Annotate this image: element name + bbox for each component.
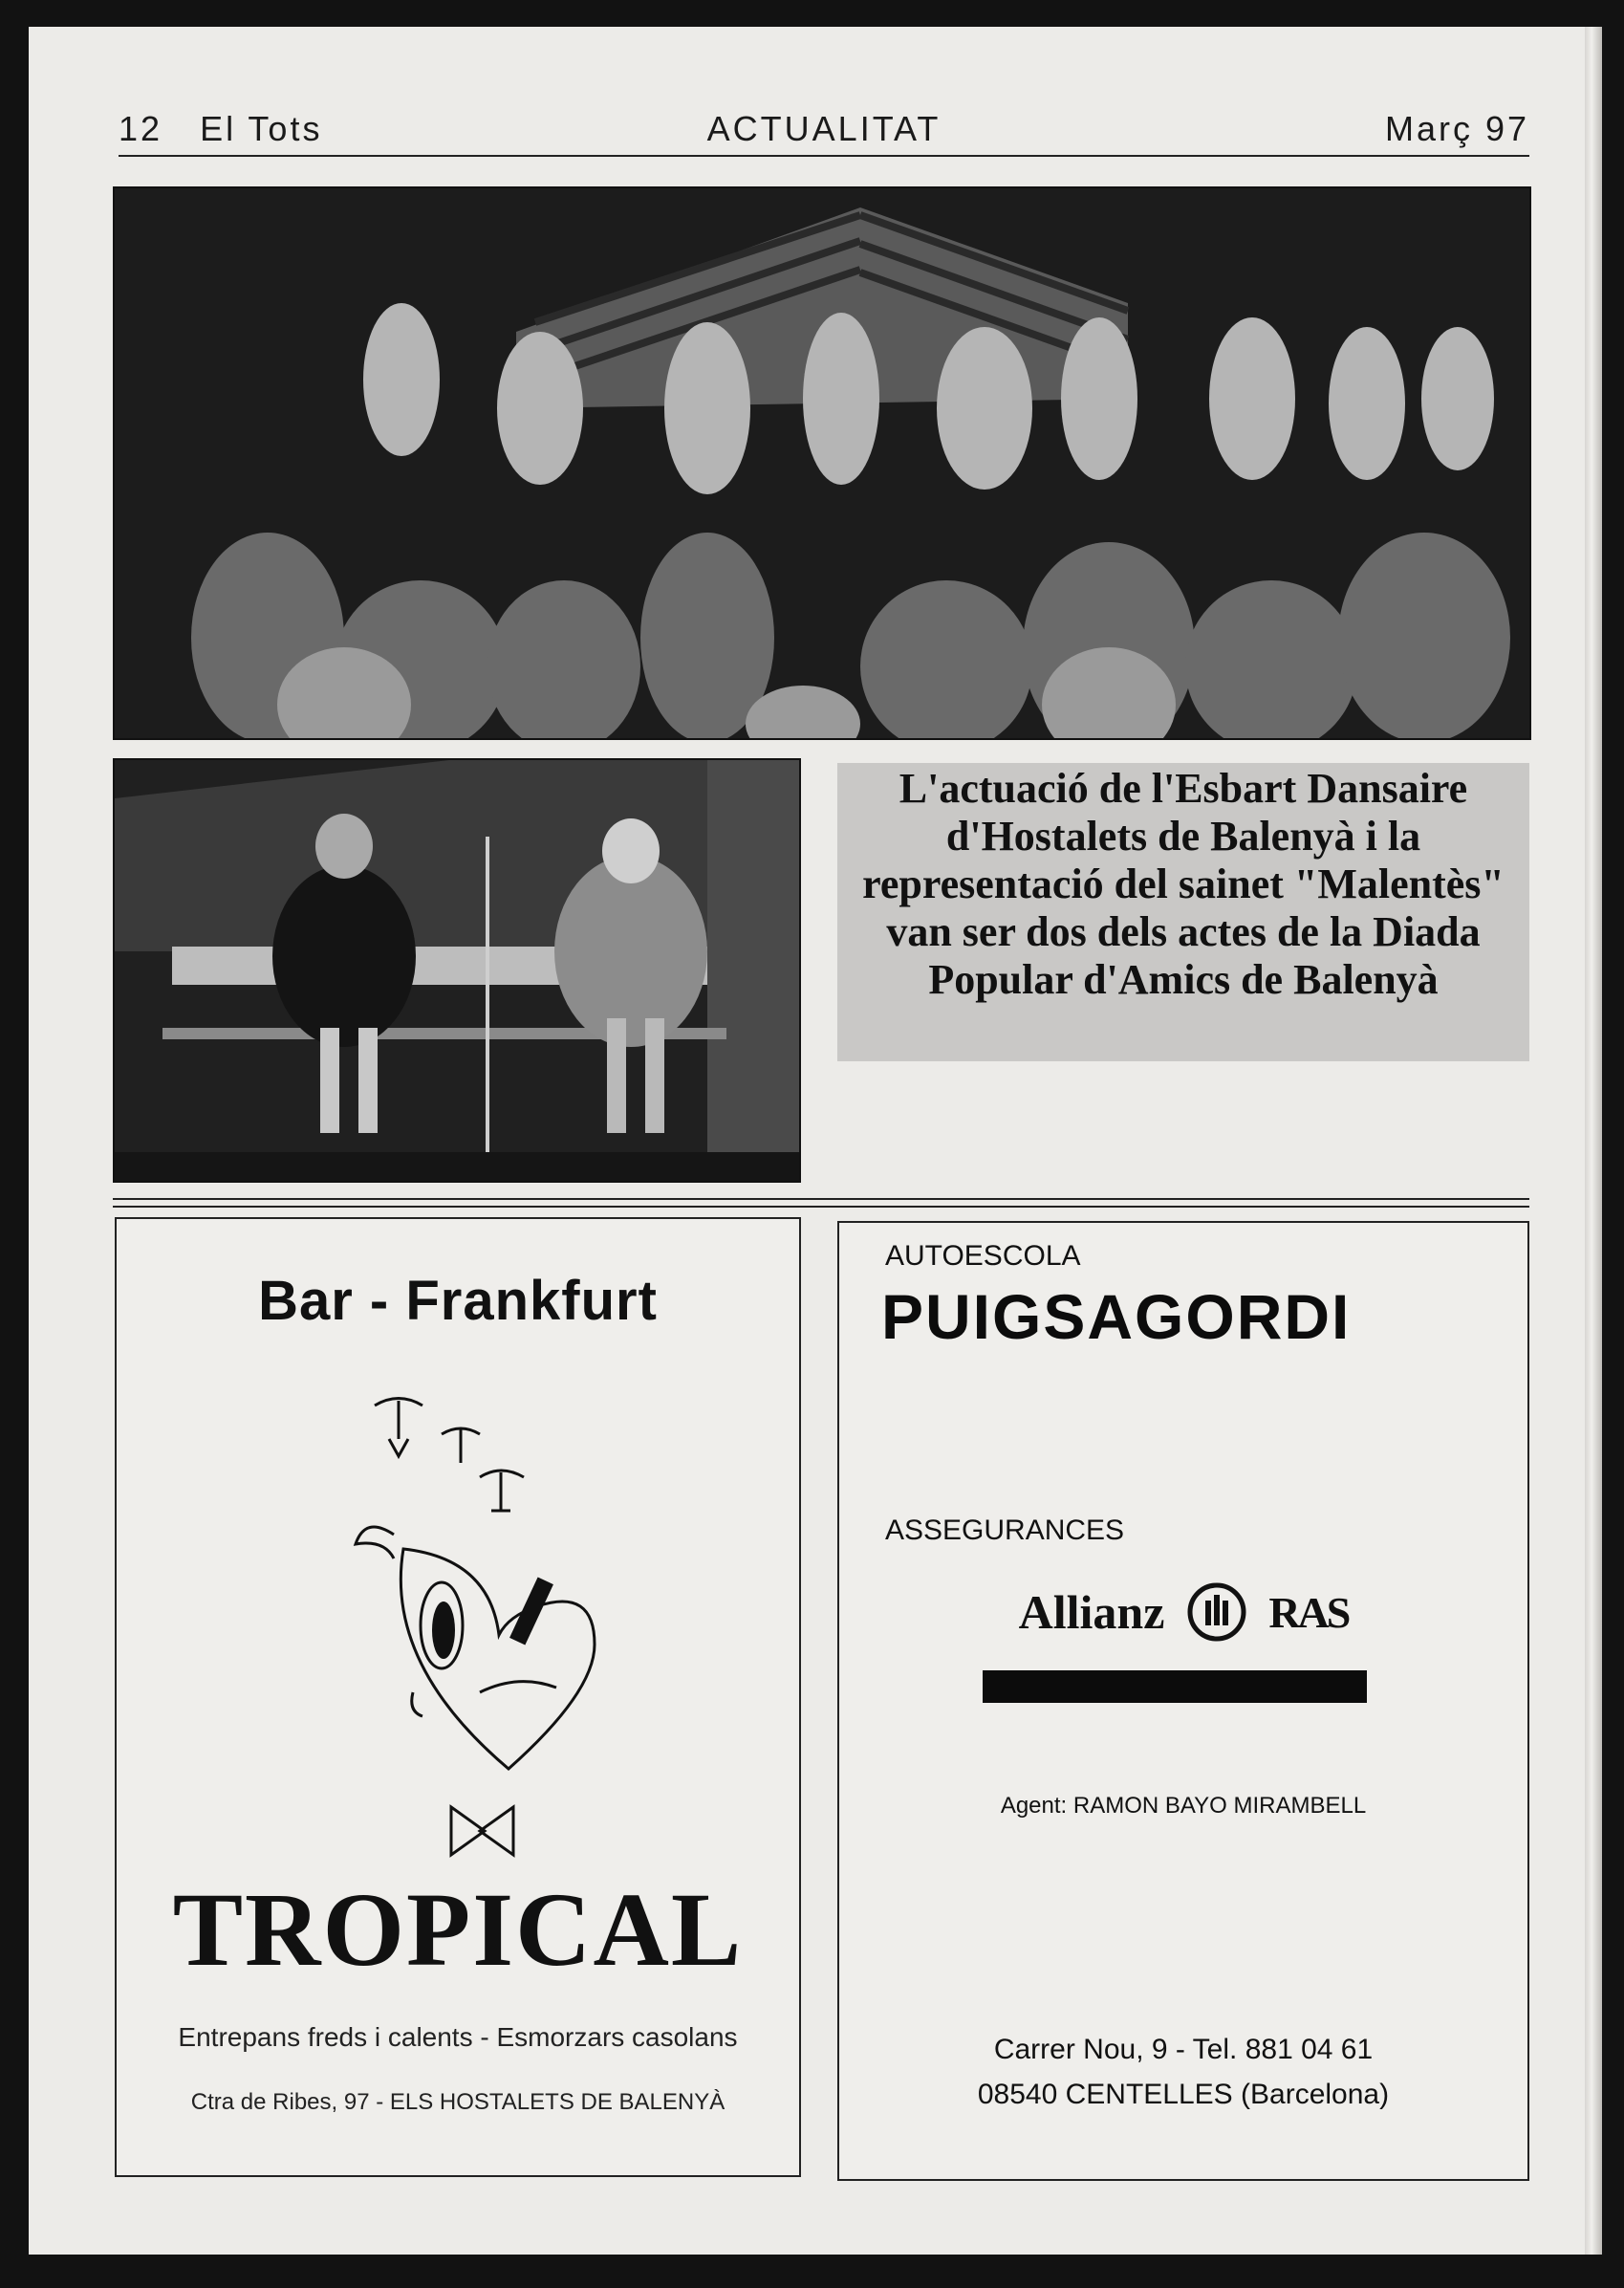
agent-name: Agent: RAMON BAYO MIRAMBELL [1000, 1793, 1367, 1819]
allianz-logo: Allianz [1018, 1585, 1165, 1639]
photo-caption: L'actuació de l'Esbart Dansaire d'Hostalets de Balenyà i la representació del sainet "Malentès" van ser dos dels actes de la Diada Popular d'Amics de Balenyà [837, 763, 1529, 1061]
bar-tagline: Entrepans freds i calents - Esmorzars casolans [178, 2022, 738, 2052]
insurer-logos [839, 1581, 1527, 1658]
issue-date: Març 97 [1384, 109, 1529, 148]
theatre-play-image [115, 760, 799, 1181]
tropical-wordmark: TROPICAL [172, 1871, 744, 1988]
bar-address: Ctra de Ribes, 97 - ELS HOSTALETS DE BALENYÀ [190, 2089, 725, 2115]
page-number: 12 [119, 109, 163, 148]
section-title: ACTUALITAT [706, 109, 942, 148]
allianz-emblem-icon [1186, 1581, 1247, 1643]
autoescola-city: 08540 CENTELLES (Barcelona) [977, 2079, 1390, 2110]
section-divider [113, 1198, 1529, 1208]
autoescola-ad [837, 1221, 1529, 2181]
page-header [119, 105, 1529, 157]
bar-name: Bar - Frankfurt [258, 1270, 658, 1332]
dance-performance-image [115, 188, 1529, 738]
autoescola-street: Carrer Nou, 9 - Tel. 881 04 61 [993, 2034, 1374, 2065]
autoescola-name: PUIGSAGORDI [881, 1281, 1352, 1352]
theatre-play-photo [113, 758, 801, 1183]
page-edge [1585, 27, 1602, 2255]
dance-performance-photo [113, 186, 1531, 740]
publication-name: El Tots [200, 109, 323, 148]
black-band [983, 1670, 1367, 1703]
ras-logo: RAS [1268, 1587, 1349, 1637]
autoescola-label: AUTOESCOLA [885, 1240, 1081, 1272]
insurance-label: ASSEGURANCES [885, 1514, 1125, 1546]
heart-mascot-icon [336, 1386, 604, 1864]
bar-frankfurt-ad [115, 1217, 801, 2177]
